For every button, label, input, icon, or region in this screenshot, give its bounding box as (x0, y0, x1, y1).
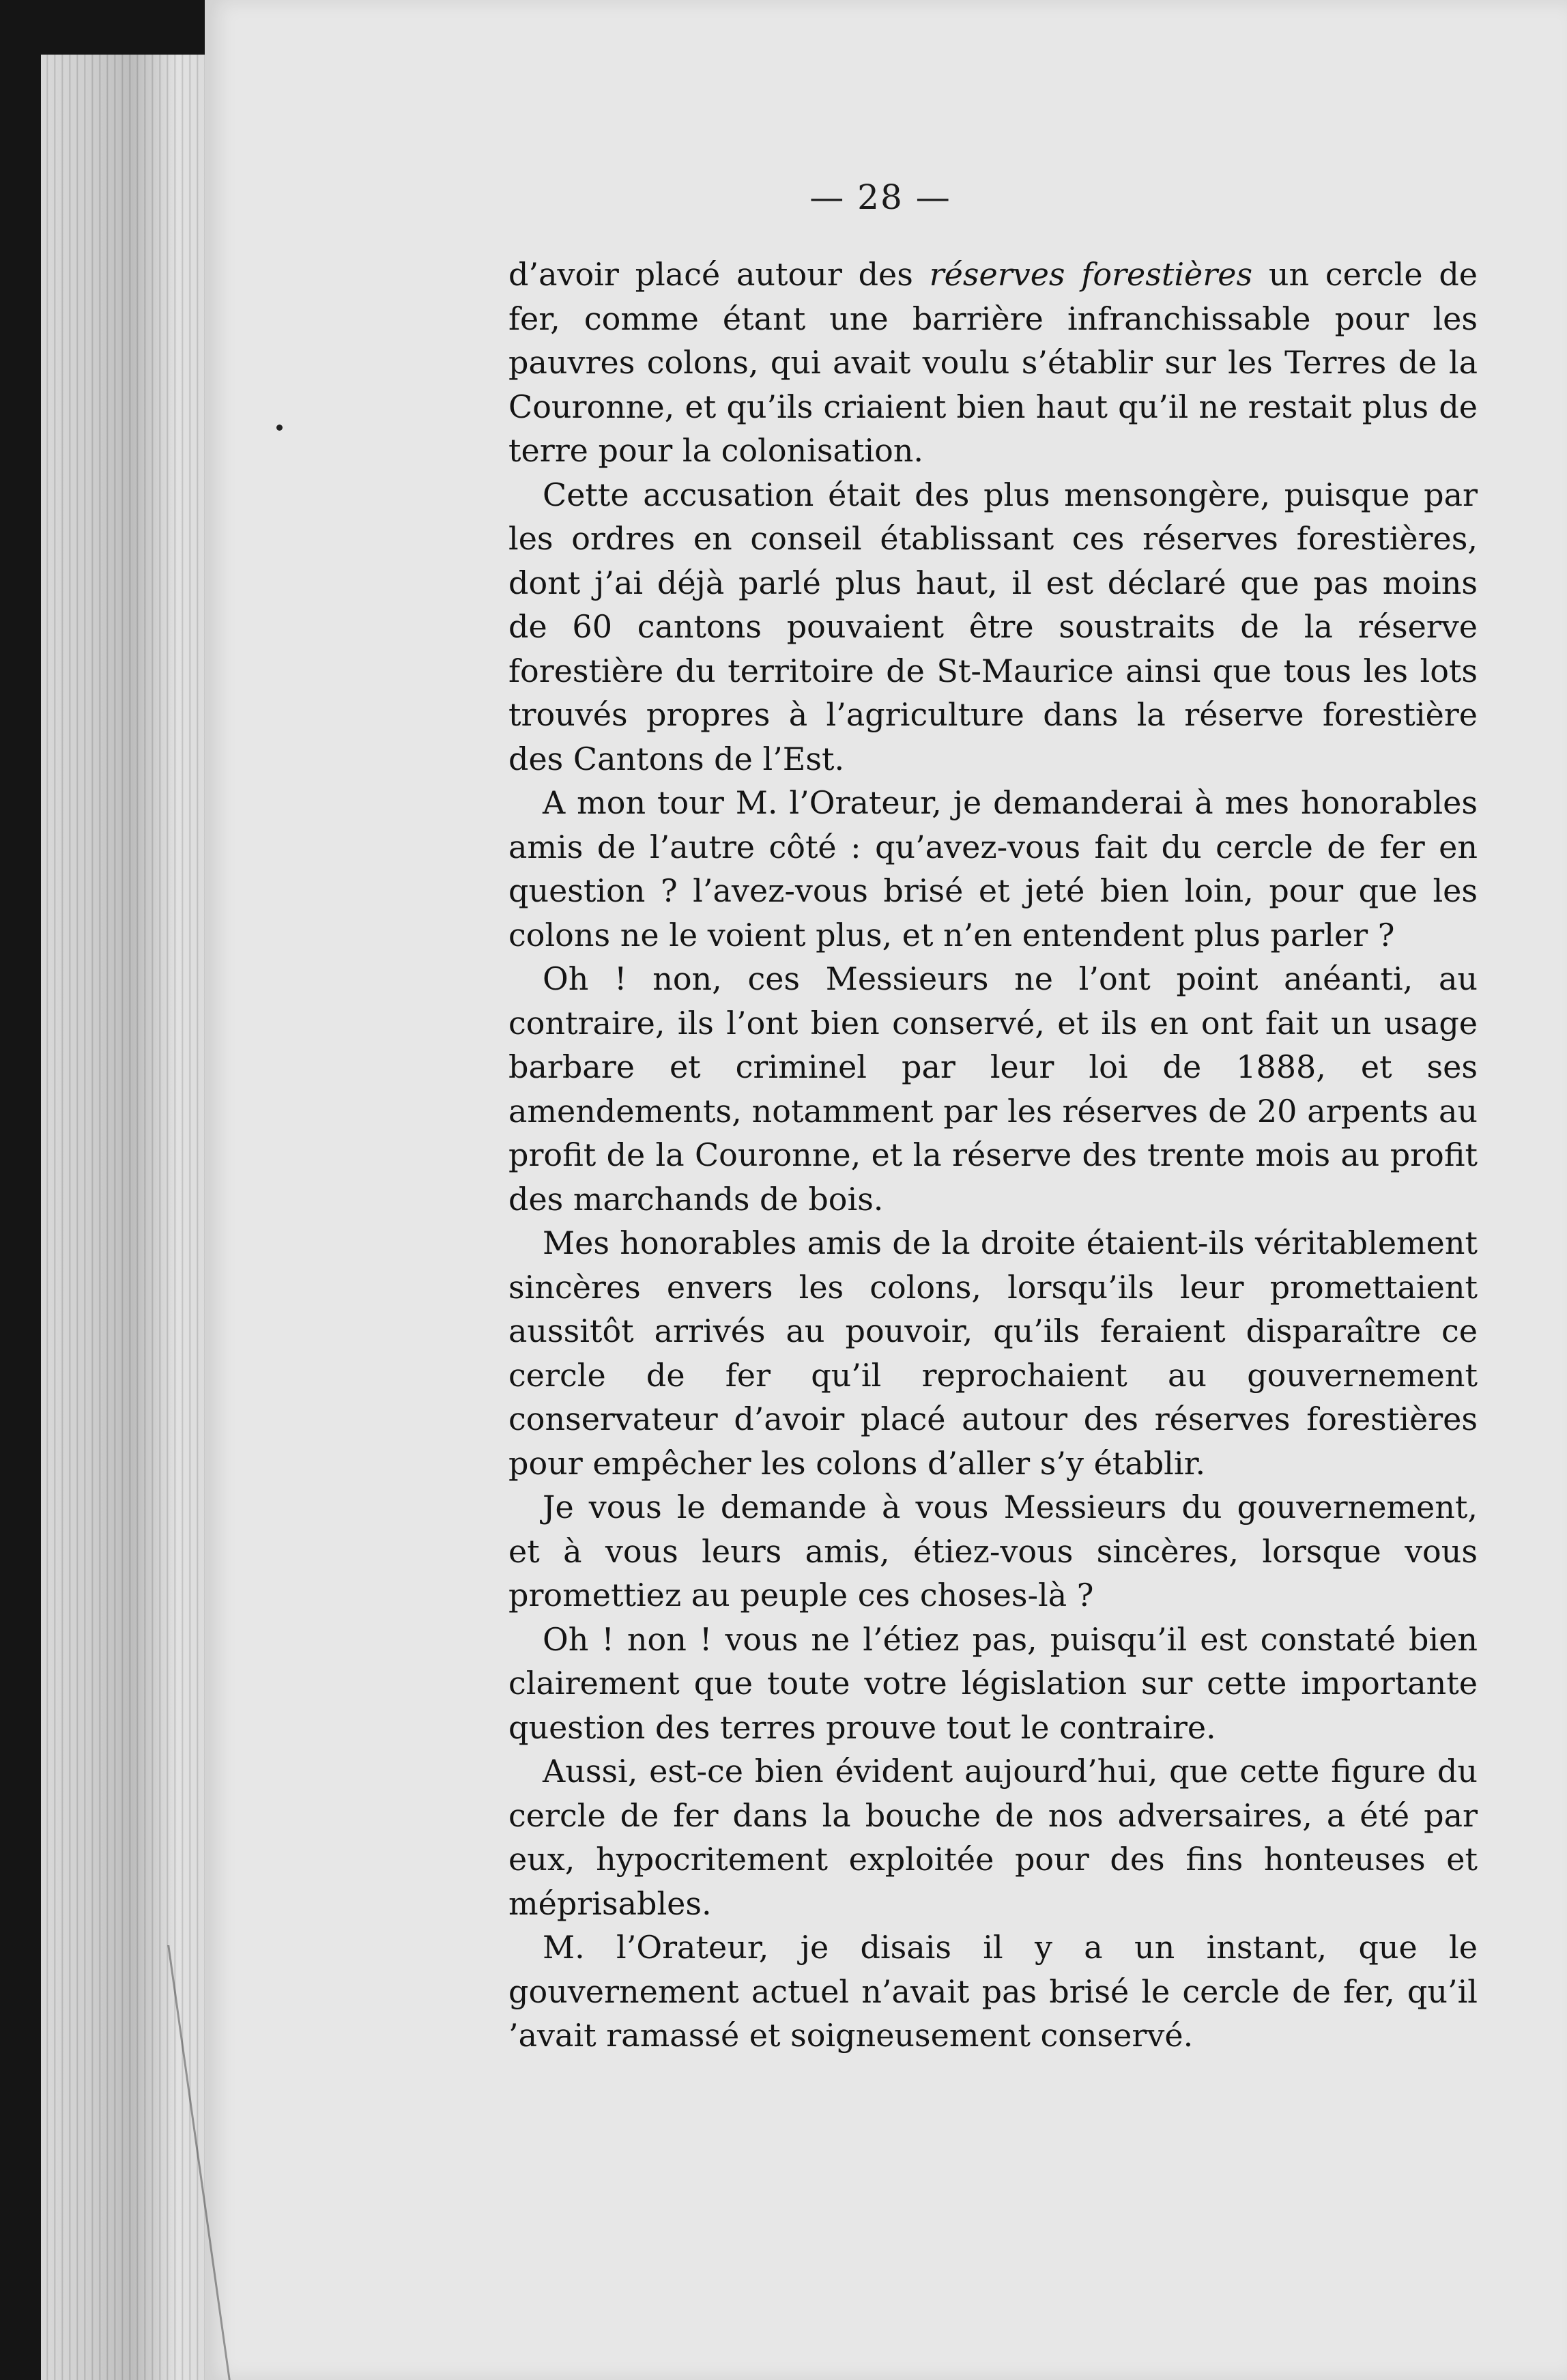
paragraph-2: Cette accusation était des plus mensongère, puisque par les ordres en conseil établissant ces réserves forestières, dont j’ai déjà parlé plus haut, il est déclaré que pas moins de 60 cantons pouvaient être soustraits de la réserve forestière du territoire de St-Maurice ainsi que tous les lots trouvés propres à l’agriculture dans la réserve forestière des Cantons de l’Est. (508, 476, 1478, 777)
page-number: — 28 — (809, 177, 951, 217)
paragraph-5: Mes honorables amis de la droite étaient-ils véritablement sincères envers les colons, lorsqu’ils leur promettaient aussitôt arrivés au pouvoir, qu’ils feraient disparaître ce cercle de fer qu’il reprochaient au gouvernement conservateur d’avoir placé autour des réserves forestières pour empêcher les colons d’aller s’y établir. (508, 1224, 1478, 1482)
paragraph-9: M. l’Orateur, je disais il y a un instant, que le gouvernement actuel n’avait pas brisé le cercle de fer, qu’il ’avait ramassé et soigneusement conservé. (508, 1929, 1478, 2054)
paragraph-6: Je vous le demande à vous Messieurs du gouvernement, et à vous leurs amis, étiez-vous sincères, lorsque vous promettiez au peuple ces choses-là ? (508, 1489, 1478, 1614)
paragraph-4: Oh ! non, ces Messieurs ne l’ont point anéanti, au contraire, ils l’ont bien conservé, et ils en ont fait un usage barbare et criminel par leur loi de 1888, et ses amendements, notamment par les réserves de 20 arpents au profit de la Couronne, et la réserve des trente mois au profit des marchands de bois. (508, 960, 1478, 1218)
paragraph-1 (508, 253, 1478, 473)
paragraph-3: A mon tour M. l’Orateur, je demanderai à mes honorables amis de l’autre côté : qu’avez-vous fait du cercle de fer en question ? l’avez-vous brisé et jeté bien loin, pour que les colons ne le voient plus, et n’en entendent plus parler ? (508, 784, 1478, 954)
paragraph-1-after: un cercle de fer, comme étant une barrière infranchissable pour les pauvres colons, qui avait voulu s’établir sur les Terres de la Couronne, et qu’ils criaient bien haut qu’il ne restait plus de terre pour la colonisation. (508, 256, 1478, 469)
paragraph-8: Aussi, est-ce bien évident aujourd’hui, que cette figure du cercle de fer dans la bouche de nos adversaires, a été par eux, hypocritement exploitée pour des fins honteuses et méprisables. (508, 1753, 1478, 1922)
body-text (508, 253, 1478, 2058)
margin-mark (4, 191, 29, 314)
paragraph-1-before: d’avoir placé autour des (508, 256, 930, 293)
paragraph-1-emphasis: réserves forestières (929, 256, 1253, 293)
ink-dot (276, 425, 283, 431)
paragraph-7: Oh ! non ! vous ne l’étiez pas, puisqu’il est constaté bien clairement que toute votre législation sur cette importante question des terres prouve tout le contraire. (508, 1620, 1478, 1746)
